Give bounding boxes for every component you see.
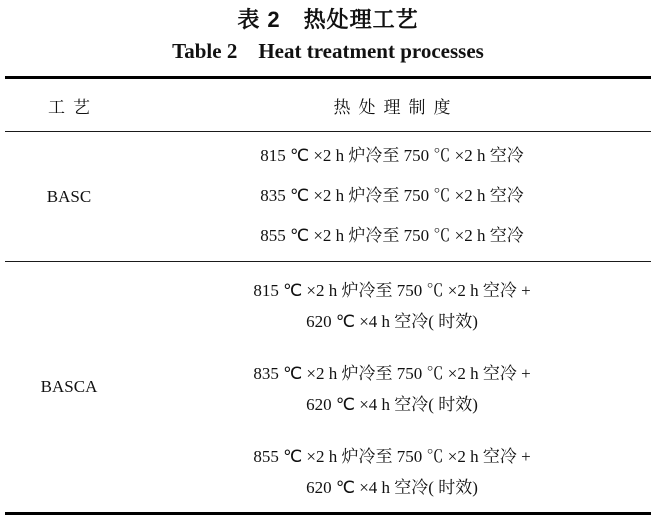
treatment-group (133, 441, 651, 503)
table-header-row (5, 79, 651, 132)
table-title-en: Table 2 Heat treatment processes (172, 39, 484, 63)
treatment-line: 815 ℃ ×2 h 炉冷至 750 ℃ ×2 h 空冷 (260, 146, 524, 165)
treatment-line: 855 ℃ ×2 h 炉冷至 750 ℃ ×2 h 空冷 + (253, 447, 531, 466)
column-header-process: 工艺 (48, 97, 98, 117)
basca-treatment-list (133, 262, 651, 512)
treatment-line: 835 ℃ ×2 h 炉冷至 750 ℃ ×2 h 空冷 (260, 186, 524, 205)
heat-treatment-table (5, 76, 651, 515)
treatment-group (133, 275, 651, 337)
table-title-zh: 表 2 热处理工艺 (237, 7, 419, 32)
treatment-line: 855 ℃ ×2 h 炉冷至 750 ℃ ×2 h 空冷 (260, 226, 524, 245)
column-header-regime: 热处理制度 (333, 97, 459, 117)
table-row-basca (5, 262, 651, 512)
process-label-basc: BASC (46, 186, 92, 206)
basc-treatment-list (133, 132, 651, 261)
treatment-line: 620 ℃ ×4 h 空冷( 时效) (306, 478, 478, 497)
treatment-line: 620 ℃ ×4 h 空冷( 时效) (306, 395, 478, 414)
treatment-line: 620 ℃ ×4 h 空冷( 时效) (306, 312, 478, 331)
table-row-basc (5, 132, 651, 262)
process-label-basca: BASCA (40, 377, 98, 396)
treatment-line: 835 ℃ ×2 h 炉冷至 750 ℃ ×2 h 空冷 + (253, 364, 531, 383)
treatment-group (133, 358, 651, 420)
treatment-line: 815 ℃ ×2 h 炉冷至 750 ℃ ×2 h 空冷 + (253, 281, 531, 300)
